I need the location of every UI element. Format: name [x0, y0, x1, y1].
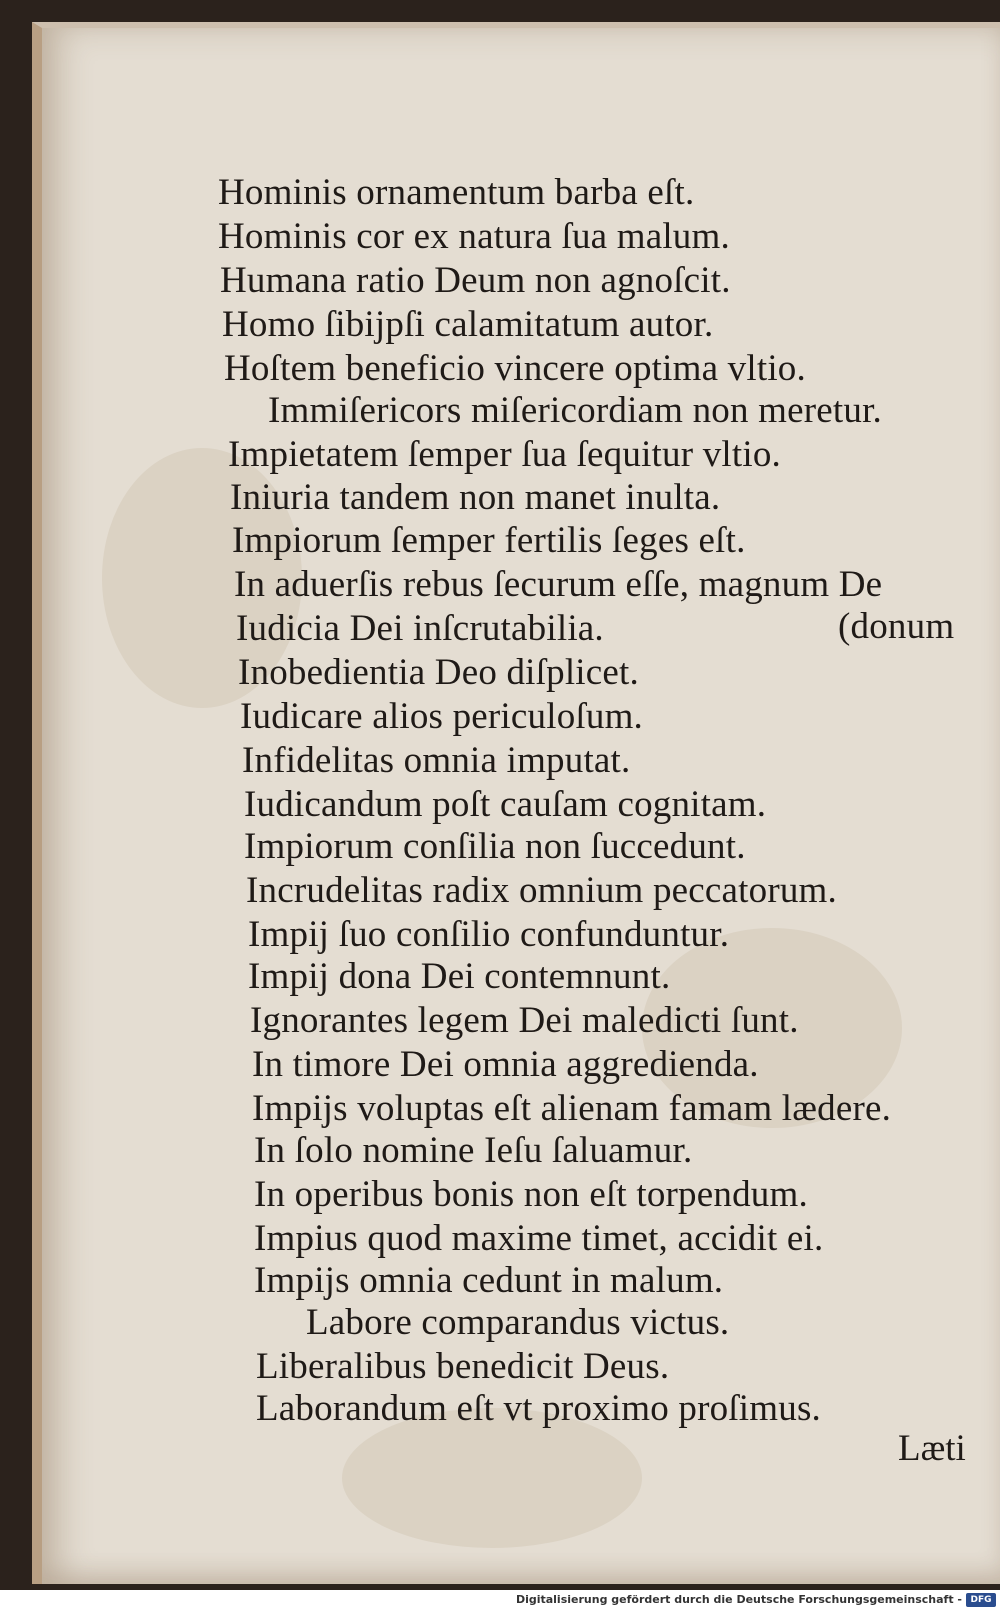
text-line: Homo ſibijpſi calamitatum autor.: [222, 304, 714, 345]
text-line: Immiſericors miſericordiam non meretur.: [268, 390, 883, 431]
overflow-word: (donum: [838, 606, 955, 647]
text-block: [42, 28, 1000, 1584]
text-line: Inobedientia Deo diſplicet.: [238, 652, 639, 693]
digitization-footer: [0, 1590, 1000, 1612]
text-line: In aduerſis rebus ſecurum eſſe, magnum De: [234, 564, 883, 605]
text-line: In ſolo nomine Ieſu ſaluamur.: [254, 1130, 693, 1171]
text-line: Hoſtem beneficio vincere optima vltio.: [224, 348, 806, 389]
text-line: Ignorantes legem Dei maledicti ſunt.: [250, 1000, 799, 1041]
text-line: Incrudelitas radix omnium peccatorum.: [246, 870, 837, 911]
text-line: Liberalibus benedicit Deus.: [256, 1346, 670, 1387]
text-line: Impietatem ſemper ſua ſequitur vltio.: [228, 434, 781, 475]
text-line: Hominis ornamentum barba eſt.: [218, 172, 695, 213]
text-line: Iudicia Dei inſcrutabilia.: [236, 608, 604, 649]
book-page: [32, 22, 1000, 1584]
text-line: Impijs voluptas eſt alienam famam lædere.: [252, 1088, 892, 1129]
catchword: Læti: [898, 1428, 966, 1469]
text-line: Impiorum ſemper fertilis ſeges eſt.: [232, 520, 746, 561]
text-line: Impij ſuo conſilio confunduntur.: [248, 914, 730, 955]
dfg-logo: DFG: [966, 1593, 996, 1607]
text-line: Humana ratio Deum non agnoſcit.: [220, 260, 731, 301]
text-line: Impius quod maxime timet, accidit ei.: [254, 1218, 824, 1259]
text-line: Iniuria tandem non manet inulta.: [230, 477, 721, 518]
text-line: Hominis cor ex natura ſua malum.: [218, 216, 730, 257]
text-line: Impijs omnia cedunt in malum.: [254, 1260, 724, 1301]
text-line: In operibus bonis non eſt torpendum.: [254, 1174, 808, 1215]
text-line: Laborandum eſt vt proximo proſimus.: [256, 1388, 821, 1429]
footer-credit: Digitalisierung gefördert durch die Deutsche Forschungsgemeinschaft -: [515, 1593, 962, 1606]
text-line: Labore comparandus victus.: [306, 1302, 730, 1343]
text-line: In timore Dei omnia aggredienda.: [252, 1044, 759, 1085]
text-line: Impij dona Dei contemnunt.: [248, 956, 671, 997]
text-line: Iudicandum poſt cauſam cognitam.: [244, 784, 767, 825]
text-line: Iudicare alios periculoſum.: [240, 696, 644, 737]
text-line: Impiorum conſilia non ſuccedunt.: [244, 826, 746, 867]
text-line: Infidelitas omnia imputat.: [242, 740, 631, 781]
